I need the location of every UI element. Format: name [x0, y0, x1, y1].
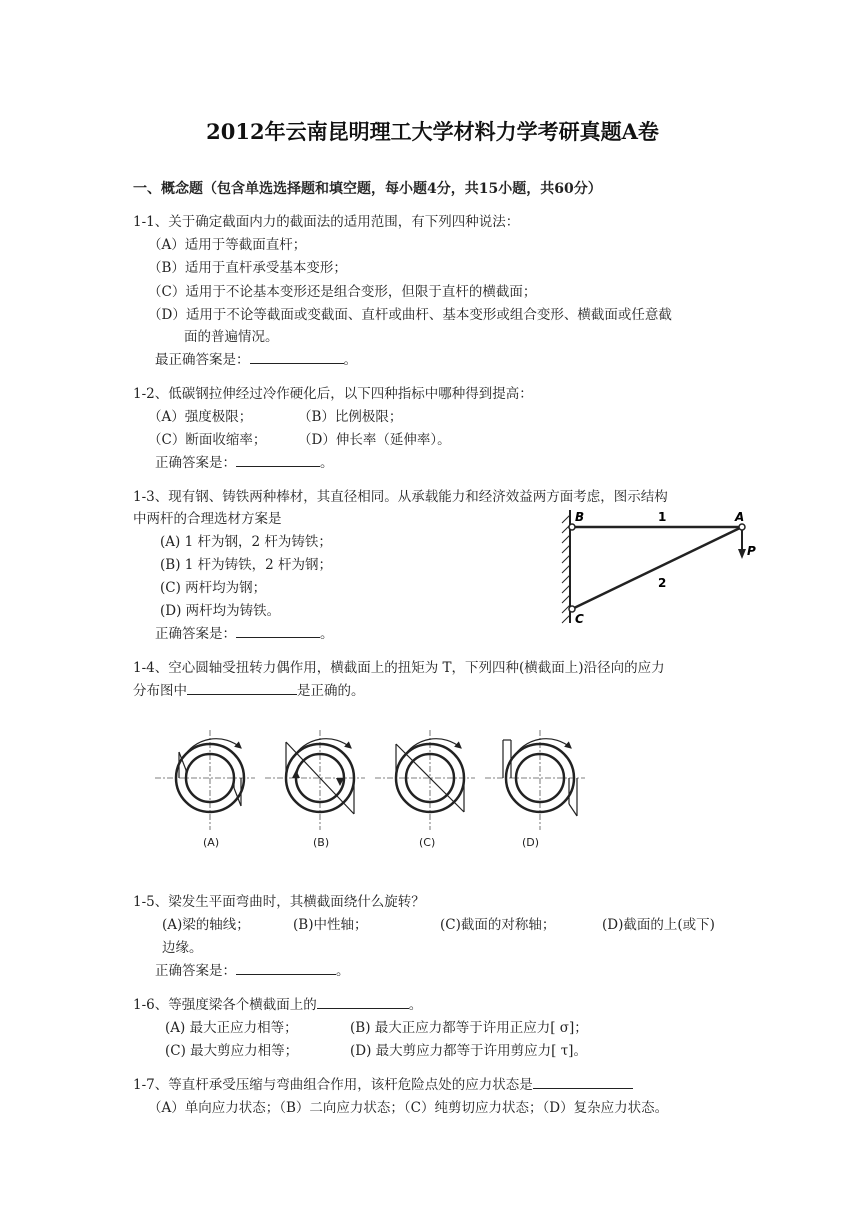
answer-end: 。: [320, 626, 334, 642]
question-6-option-c: (C) 最大剪应力相等；: [165, 1043, 299, 1059]
question-3-option-d: (D) 两杆均为铸铁。: [160, 603, 281, 619]
answer-label: 正确答案是：: [155, 626, 236, 642]
answer-blank[interactable]: [533, 1074, 633, 1089]
figure-label-c: (C): [419, 836, 436, 849]
figure-label-b: (B): [313, 836, 330, 849]
truss-structure-figure: [550, 505, 775, 635]
question-6-option-a: (A) 最大正应力相等；: [165, 1020, 298, 1036]
question-3-option-a: (A) 1 杆为钢，2 杆为铸铁；: [160, 534, 332, 550]
label-b: B: [575, 510, 585, 524]
question-5-option-d: (D)截面的上(或下): [602, 917, 715, 933]
answer-blank[interactable]: [236, 623, 320, 638]
answer-label: 正确答案是：: [155, 963, 236, 979]
question-3-stem: 1-3、现有钢、铸铁两种棒材，其直径相同。从承载能力和经济效益两方面考虑，图示结构: [133, 489, 668, 505]
label-bar-1: 1: [658, 510, 667, 524]
question-7-stem: [133, 1073, 633, 1093]
question-2-option-b: （B）比例极限；: [298, 409, 403, 425]
question-3-option-b: (B) 1 杆为铸铁，2 杆为钢；: [160, 557, 333, 573]
question-5-option-a: (A)梁的轴线；: [162, 917, 250, 933]
question-1-stem: 1-1、关于确定截面内力的截面法的适用范围，有下列四种说法：: [133, 214, 520, 230]
label-bar-2: 2: [658, 576, 667, 590]
wall-hatching: [562, 515, 570, 623]
question-6-option-d: (D) 最大剪应力都等于许用剪应力[ τ]。: [350, 1043, 587, 1059]
question-2-option-c: （C）断面收缩率；: [148, 432, 267, 448]
figure-label-a: (A): [203, 836, 220, 849]
question-1-answer-line: [155, 348, 357, 368]
answer-blank[interactable]: [317, 994, 409, 1009]
question-2-answer-line: [155, 451, 334, 471]
question-4-stem-continued: [133, 679, 365, 699]
question-2-stem: 1-2、低碳钢拉伸经过冷作硬化后，以下四种指标中哪种得到提高：: [133, 386, 533, 402]
stress-figure-c: [375, 730, 475, 830]
question-5-option-d-continued: 边缘。: [162, 940, 203, 956]
answer-label: 最正确答案是：: [155, 352, 250, 368]
answer-end: 。: [343, 352, 357, 368]
label-a: A: [735, 510, 745, 524]
stem-text: 1-7、等直杆承受压缩与弯曲组合作用，该杆危险点处的应力状态是: [133, 1077, 533, 1093]
question-7-options: （A）单向应力状态；（B）二向应力状态；（C）纯剪切应力状态；（D）复杂应力状态。: [148, 1100, 669, 1116]
question-3-answer-line: [155, 622, 334, 642]
stem-end: 。: [408, 997, 423, 1013]
figure-label-d: (D): [522, 836, 540, 849]
joint-b: [569, 524, 575, 530]
answer-blank[interactable]: [250, 349, 344, 364]
question-5-option-c: (C)截面的对称轴；: [440, 917, 556, 933]
question-4-stem: 1-4、空心圆轴受扭转力偶作用，横截面上的扭矩为 T，下列四种(横截面上)沿径向的应力: [133, 660, 665, 676]
answer-end: 。: [336, 963, 350, 979]
question-3-stem-continued: 中两杆的合理选材方案是: [133, 511, 282, 527]
load-arrow-head: [738, 549, 746, 559]
section-heading: 一、概念题（包含单选选择题和填空题，每小题4分，共15小题，共60分）: [133, 181, 602, 197]
answer-blank[interactable]: [236, 452, 320, 467]
answer-label: 正确答案是：: [155, 455, 236, 471]
bar-2: [572, 527, 742, 609]
question-2-option-d: （D）伸长率（延伸率）。: [298, 432, 451, 448]
label-p: P: [747, 544, 756, 558]
answer-end: 。: [320, 455, 334, 471]
question-3-option-c: (C) 两杆均为钢；: [160, 580, 267, 596]
question-5-option-b: (B)中性轴；: [293, 917, 368, 933]
stress-figure-d: [485, 730, 585, 830]
label-c: C: [575, 612, 584, 626]
stem-text: 1-6、等强度梁各个横截面上的: [133, 997, 317, 1013]
stem-part-2: 是正确的。: [297, 683, 365, 699]
question-1-option-b: （B）适用于直杆承受基本变形；: [148, 260, 347, 276]
question-1-option-d: （D）适用于不论等截面或变截面、直杆或曲杆、基本变形或组合变形、横截面或任意截: [148, 307, 672, 323]
question-1-option-c: （C）适用于不论基本变形还是组合变形，但限于直杆的横截面；: [148, 284, 537, 300]
answer-blank[interactable]: [187, 680, 297, 695]
answer-blank[interactable]: [236, 960, 336, 975]
joint-a: [739, 524, 745, 530]
stress-distribution-figures: [155, 730, 585, 830]
stress-figure-b: [265, 730, 365, 830]
stem-part-1: 分布图中: [133, 683, 187, 699]
question-1-option-a: （A）适用于等截面直杆；: [148, 237, 307, 253]
page-title: 2012年云南昆明理工大学材料力学考研真题A卷: [206, 119, 659, 144]
question-5-answer-line: [155, 959, 350, 979]
question-6-option-b: (B) 最大正应力都等于许用正应力[ σ]；: [350, 1020, 588, 1036]
question-5-stem: 1-5、梁发生平面弯曲时，其横截面绕什么旋转？: [133, 894, 425, 910]
question-6-stem: [133, 993, 422, 1013]
question-1-option-d-continued: 面的普遍情况。: [184, 329, 279, 345]
question-2-option-a: （A）强度极限；: [148, 409, 253, 425]
stress-figure-a: [155, 730, 255, 830]
